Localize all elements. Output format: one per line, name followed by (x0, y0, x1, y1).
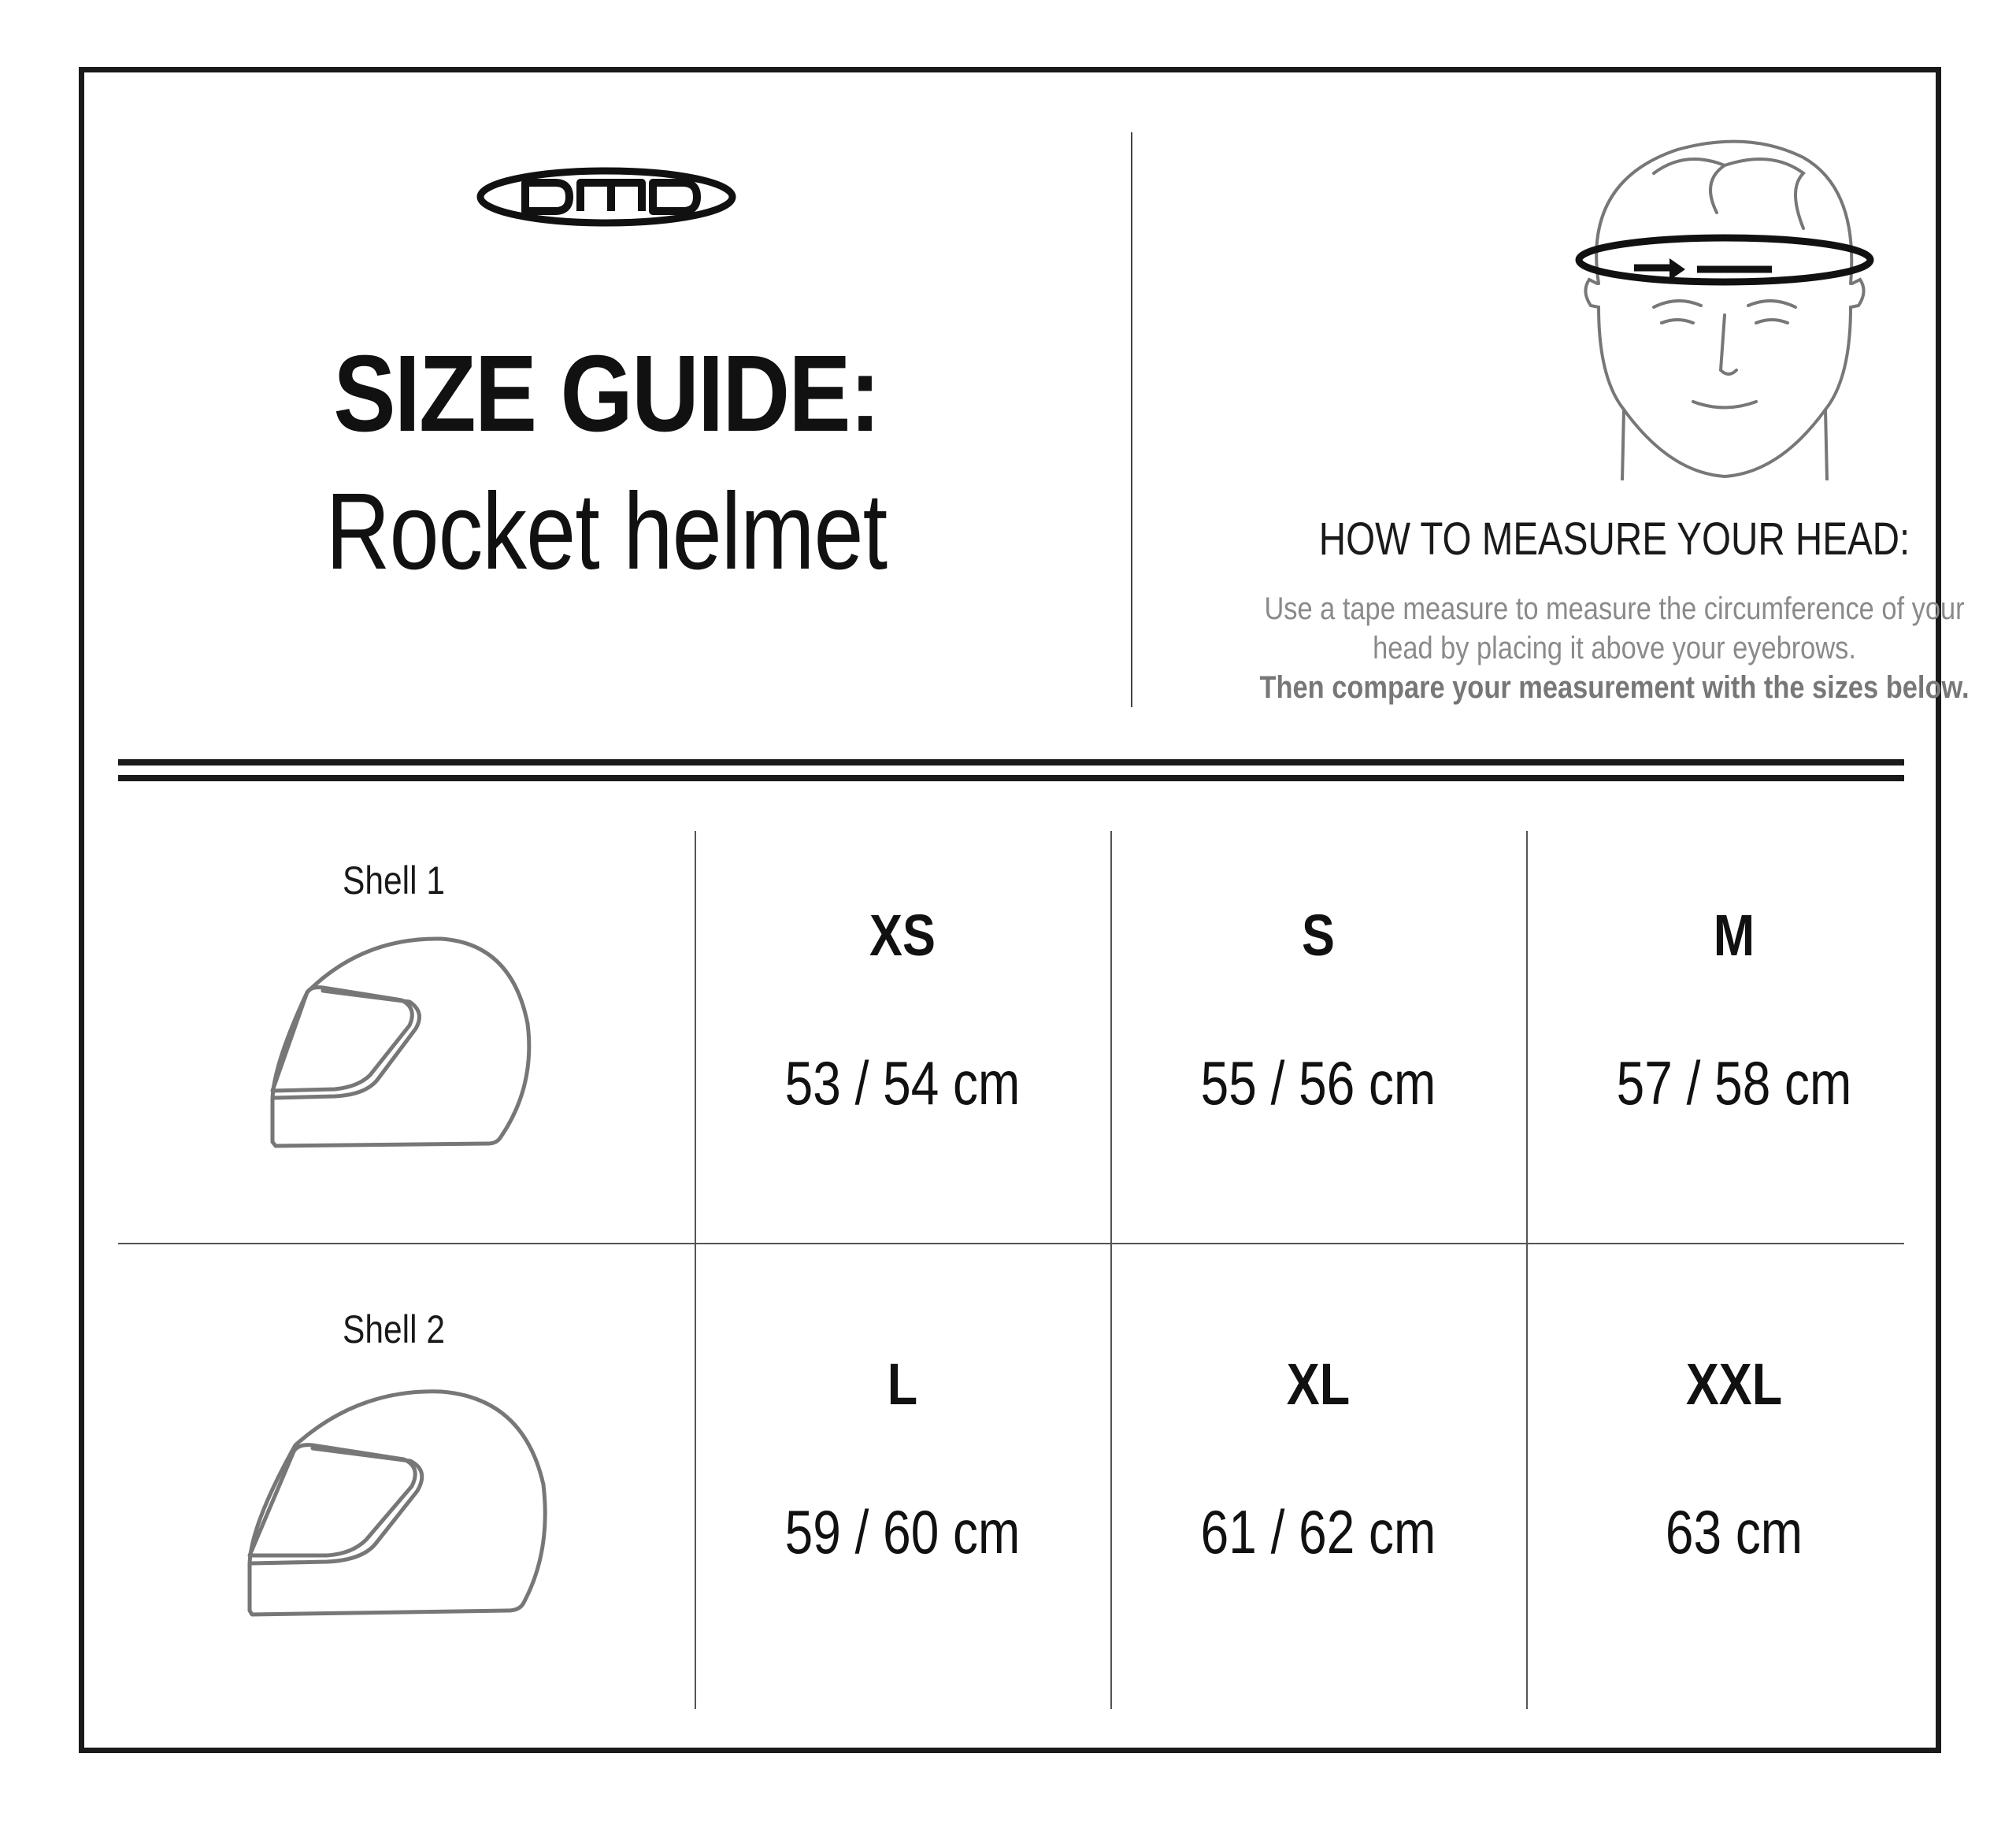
size-value: 53 / 54 cm (784, 1048, 1021, 1118)
row-divider (118, 1243, 1904, 1244)
dmd-logo (476, 165, 736, 228)
measure-line-1: Use a tape measure to measure the circumference of your (1264, 591, 1965, 626)
measure-line-3: Then compare your measurement with the sizes below. (1259, 670, 1970, 705)
size-value: 63 cm (1665, 1497, 1803, 1566)
header-divider (1131, 132, 1132, 707)
size-label: XS (869, 903, 936, 968)
column-divider (1526, 831, 1528, 1709)
size-value: 57 / 58 cm (1616, 1048, 1852, 1118)
head-measure-illustration (1567, 126, 1882, 480)
size-value: 61 / 62 cm (1200, 1497, 1436, 1566)
measure-line-2: head by placing it above your eyebrows. (1373, 631, 1856, 665)
helmet-shell-2-icon (240, 1382, 571, 1642)
helmet-shell-1-icon (260, 929, 591, 1181)
column-divider (1110, 831, 1112, 1709)
size-value: 55 / 56 cm (1200, 1048, 1436, 1118)
size-label: XL (1286, 1351, 1351, 1417)
size-label: L (887, 1351, 918, 1417)
column-divider (695, 831, 696, 1709)
product-name: Rocket helmet (325, 471, 888, 592)
shell-label: Shell 2 (343, 1307, 445, 1351)
size-label: XXL (1685, 1351, 1783, 1417)
size-value: 59 / 60 cm (784, 1497, 1021, 1566)
section-rule-bottom (118, 775, 1904, 781)
shell-label: Shell 1 (343, 858, 445, 903)
size-label: M (1713, 903, 1755, 968)
size-label: S (1302, 903, 1335, 968)
measure-instructions (1235, 589, 1993, 707)
measure-heading: HOW TO MEASURE YOUR HEAD: (1318, 513, 1910, 565)
page-title: SIZE GUIDE: (333, 333, 880, 454)
section-rule-top (118, 759, 1904, 766)
